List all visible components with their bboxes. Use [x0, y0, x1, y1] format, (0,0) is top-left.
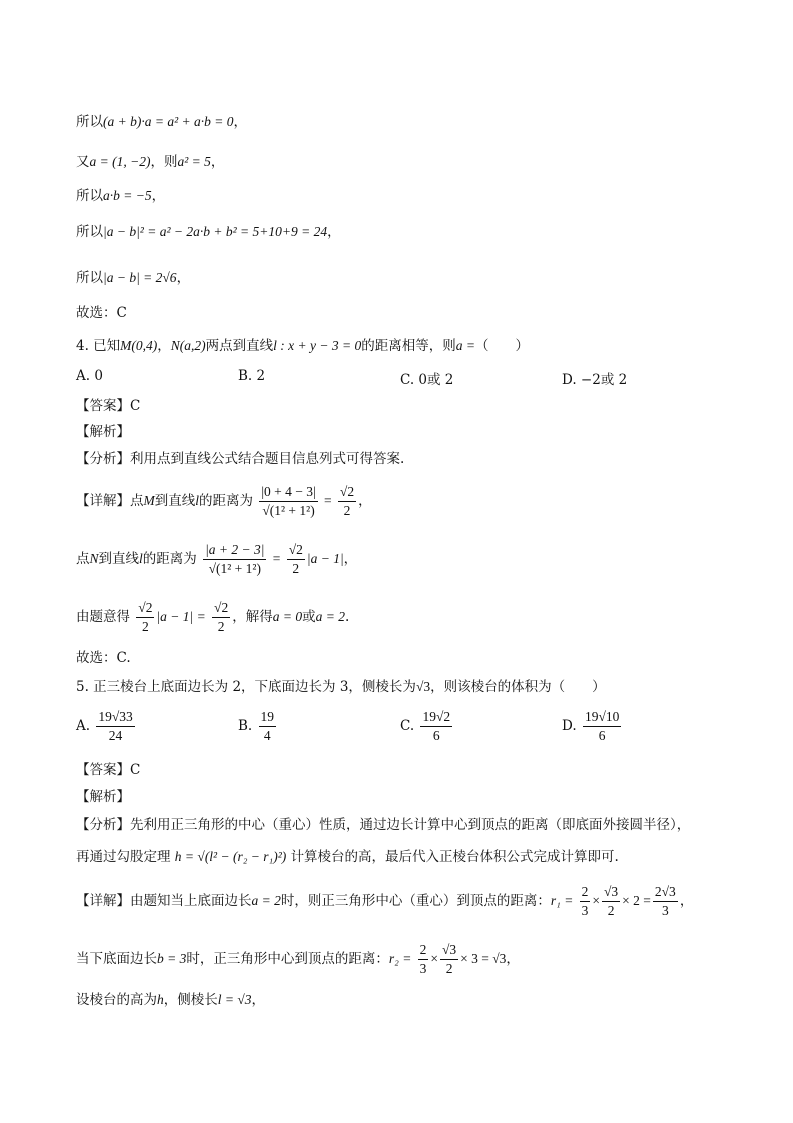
point-N: N(a,2): [170, 338, 206, 353]
dot-product: a·b = −5: [103, 188, 152, 203]
q5-option-c: C. $\frac{19√2}{6}$: [400, 709, 451, 743]
vector-equation: (a + b)·a = a² + a·b = 0: [103, 114, 234, 129]
q5-stem: 5. 正三棱台上底面边长为 2，下底面边长为 3，侧棱长为√3，则该棱台的体积为（ ）: [76, 679, 606, 695]
solution-choice: 故选：C: [76, 305, 127, 321]
norm-square-expansion: |a − b|² = a² − 2a·b + b² = 5+10+9 = 24: [103, 224, 328, 239]
solution-line-2: 又a = (1, −2)，则a² = 5，: [76, 154, 225, 170]
q4-option-a: A. 0: [76, 368, 103, 384]
vector-a-square: a² = 5: [177, 154, 211, 169]
q5-analysis-heading: 【解析】: [76, 789, 130, 805]
q4-detail-2: 点N到直线l的距离为 $\frac{|a + 2 - 3|}{\text{√(1² + 1²)}}$ = $\frac{√2}{2}$ |a − 1|，: [76, 542, 358, 576]
q5-detail-2: 当下底面边长b = 3时，正三角形中心到顶点的距离：r₂ = $\frac{2}{3}$ × $\frac{√3}{2}$ × 3 = √3，: [76, 942, 520, 976]
q5-detail-3: 设棱台的高为h，侧棱长l = √3，: [76, 992, 266, 1008]
q5-analysis: 【分析】先利用正三角形的中心（重心）性质，通过边长计算中心到顶点的距离（即底面外接圆半径），: [76, 817, 691, 833]
q4-option-d: D. −2或 2: [562, 372, 628, 388]
norm-result: |a − b| = 2√6: [103, 270, 177, 285]
q5-answer: 【答案】C: [76, 762, 141, 778]
q4-answer: 【答案】C: [76, 398, 141, 414]
q5-option-d: D. $\frac{19√10}{6}$: [562, 709, 620, 743]
q4-choice: 故选：C.: [76, 650, 131, 666]
equation-right-fraction: $\frac{√2}{2}$: [214, 600, 229, 634]
solution-line-4: 所以|a − b|² = a² − 2a·b + b² = 5+10+9 = 24，: [76, 224, 341, 240]
q4-option-c: C. 0或 2: [400, 372, 454, 388]
q4-stem: 4. 已知M(0,4)，N(a,2)两点到直线l : x + y − 3 = 0的距离相等，则a =（ ）: [76, 338, 529, 354]
equation-left-fraction: $\frac{√2}{2}$: [138, 600, 153, 634]
solution-line-1: 所以(a + b)·a = a² + a·b = 0，: [76, 114, 247, 130]
solution-line-5: 所以|a − b| = 2√6，: [76, 270, 191, 286]
q4-analysis-heading: 【解析】: [76, 424, 130, 440]
q4-detail-1: 【详解】点M到直线l的距离为 $\frac{|0 + 4 - 3|}{\text{√(1² + 1²)}}$ = $\frac{√2}{2}$ ，: [76, 484, 372, 518]
point-M: M(0,4): [120, 338, 158, 353]
q5-option-a: A. $\frac{19√33}{24}$: [76, 709, 133, 743]
q5-detail-1: 【详解】由题知当上底面边长a = 2时，则正三角形中心（重心）到顶点的距离：r₁ = $\frac{2}{3}$ × $\frac{√3}{2}$ × 2 = $\frac{2√3}{3}$ ，: [76, 884, 694, 918]
q5-analysis-2: 再通过勾股定理 h = √(l² − (r₂ − r₁)²) 计算棱台的高，最后代入正棱台体积公式完成计算即可.: [76, 849, 619, 865]
vector-a-coords: a = (1, −2): [89, 154, 151, 169]
q4-option-b: B. 2: [238, 368, 266, 384]
q4-analysis: 【分析】利用点到直线公式结合题目信息列式可得答案.: [76, 451, 405, 467]
q4-detail-3: 由题意得 $\frac{√2}{2}$ |a − 1| = $\frac{√2}{2}$ ，解得a = 0或a = 2.: [76, 600, 350, 634]
distance-result-N: $\frac{√2}{2}$: [288, 542, 303, 576]
solution-line-3: 所以a·b = −5，: [76, 188, 166, 204]
height-formula: h = √(l² − (r₂ − r₁)²): [174, 849, 287, 864]
distance-fraction-N: $\frac{|a + 2 - 3|}{\text{√(1² + 1²)}}$: [205, 542, 265, 576]
q5-option-b: B. $\frac{19}{4}$: [238, 709, 275, 743]
distance-fraction-M: $\frac{|0 + 4 - 3|}{\text{√(1² + 1²)}}$: [261, 484, 316, 518]
line-equation: l : x + y − 3 = 0: [273, 338, 362, 353]
distance-result-M: $\frac{√2}{2}$: [339, 484, 355, 518]
